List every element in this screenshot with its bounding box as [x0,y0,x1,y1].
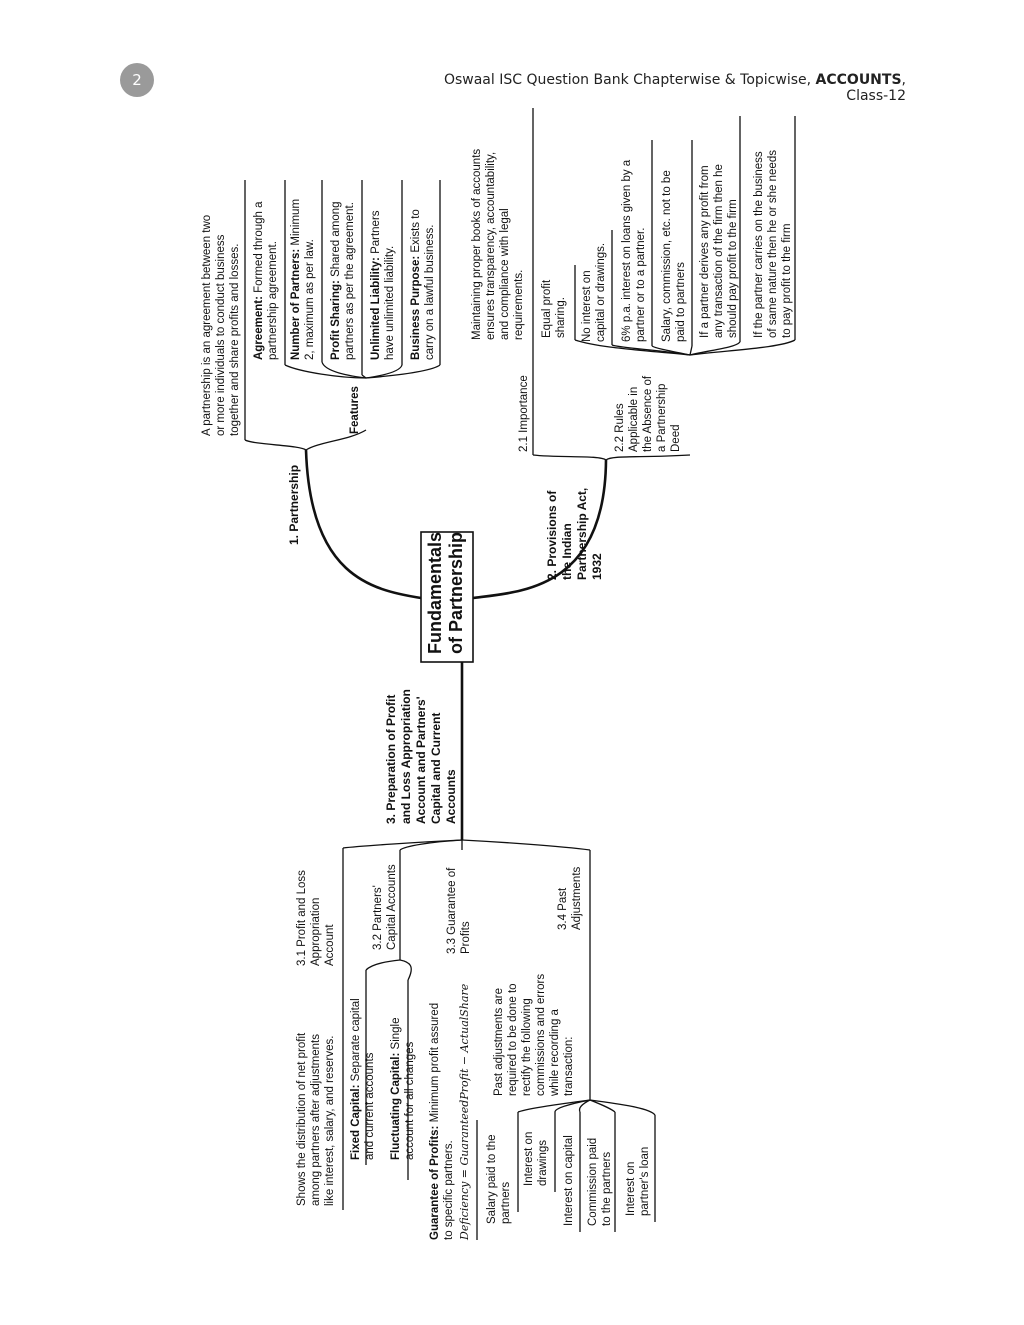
partnership-definition-2: or more individuals to conduct business [215,234,227,436]
s33-label-1: 3.3 Guarantee of [446,867,458,954]
rules-label-3: the Absence of [642,375,654,452]
preparation-label-5: Accounts [444,769,458,824]
guarantee-line2: to specific partners. [443,1140,455,1240]
provisions-label-3: Partnership Act, [575,487,589,580]
rules-label-1: 2.2 Rules [614,403,626,452]
s34-text-4: commissions and errors [535,973,547,1096]
branch-partnership [306,450,421,598]
past-item-commission-1: Commission paid [587,1137,599,1226]
preparation-label-3: Account and Partners' [414,696,428,824]
fluctuating-capital-line2: account for all changes [404,1041,416,1160]
rule-4-line2: paid to partners [675,262,687,342]
s31-label-1: 3.1 Profit and Loss [296,870,308,966]
rules-label-5: Deed [670,424,682,452]
fluctuating-capital: Fluctuating Capital: Single [390,1017,402,1160]
s31-text-3: like interest, salary, and reserves. [324,1035,336,1206]
importance-text-3: and compliance with legal [499,208,511,340]
header-title-suffix: , Class-12 [846,72,906,104]
past-item-loan-1: Interest on [625,1161,637,1216]
feature-agreement-line2: partnership agreement. [267,241,279,360]
rules-label-4: a Partnership [656,383,668,452]
rule-5-line2: any transaction of the firm then he [713,164,725,338]
rule-5-line3: should pay profit to the firm [727,199,739,338]
importance-text-4: requirements. [513,269,525,340]
rule-4-line1: Salary, commission, etc. not to be [661,170,673,342]
past-item-salary-2: partners [500,1181,512,1224]
past-item-salary-1: Salary paid to the [486,1134,498,1224]
s34-text-2: required to be done to [507,983,519,1096]
importance-text-1: Maintaining proper books of accounts [471,148,483,340]
preparation-label-2: and Loss Appropriation [399,689,413,824]
rule-3-line1: 6% p.a. interest on loans given by a [621,159,633,342]
rules-label-2: Applicable in [628,386,640,452]
s34-text-1: Past adjustments are [493,987,505,1096]
s34-label-2: Adjustments [571,866,583,930]
preparation-label-4: Capital and Current [429,712,443,824]
s31-label-2: Appropriation [310,897,322,966]
s32-label-1: 3.2 Partners' [372,885,384,950]
feature-agreement: Agreement: Formed through a [253,201,265,360]
past-item-drawings-2: drawings [537,1139,549,1186]
past-item-loan-2: partner's loan [639,1146,651,1216]
rule-2-line1: No interest on [581,270,593,342]
header-title-prefix: Oswaal ISC Question Bank Chapterwise & Topicwise, [443,72,816,88]
feature-unlimited-liability: Unlimited Liability: Partners [370,210,382,360]
s34-label-1: 3.4 Past [557,887,569,930]
s34-text-3: rectify the following [521,998,533,1096]
rule-3-line2: partner or to a partner. [635,227,647,342]
past-item-commission-2: to the partners [601,1151,613,1226]
feature-unlimited-line2: have unlimited liability. [384,245,396,360]
s32-label-2: Capital Accounts [386,864,398,950]
partnership-definition-1: A partnership is an agreement between two [201,214,213,436]
provisions-label-2: the Indian [560,523,574,580]
header-title-bold: ACCOUNTS [815,72,902,88]
feature-business-purpose: Business Purpose: Exists to [410,209,422,360]
importance-text-2: ensures transparency, accountability, [485,151,497,340]
page-number-badge: 2 [120,63,154,97]
center-title-line2: of Partnership [446,531,466,654]
rule-6-line1: If the partner carries on the business [753,151,765,338]
rule-6-line2: of same nature then he or she needs [767,150,779,338]
feature-number-of-partners: Number of Partners: Minimum [290,198,302,360]
feature-number-line2: 2, maximum as per law. [304,239,316,360]
importance-label: 2.1 Importance [518,375,530,452]
partnership-label: 1. Partnership [287,464,301,545]
features-label: Features [349,386,361,434]
rule-6-line3: to pay profit to the firm [781,223,793,338]
provisions-label-1: 2. Provisions of [545,490,559,580]
s31-label-3: Account [324,924,336,966]
s34-text-6: transaction: [563,1036,575,1096]
fixed-capital: Fixed Capital: Separate capital [350,998,362,1160]
preparation-label-1: 3. Preparation of Profit [384,694,398,824]
feature-profit-sharing-line2: partners as per the agreement. [344,202,356,360]
feature-business-line2: carry on a lawful business. [424,224,436,360]
s33-label-2: Profits [460,921,472,954]
rule-1-line2: sharing. [555,297,567,338]
feature-profit-sharing: Profit Sharing: Shared among [330,201,342,360]
center-title-line1: Fundamentals [425,531,445,654]
s34-text-5: while recording a [549,1009,561,1096]
deficiency-formula: Deficiency = GuaranteedProfit − ActualShare [458,983,471,1240]
past-item-drawings-1: Interest on [523,1131,535,1186]
s31-text-1: Shows the distribution of net profit [296,1032,308,1206]
rule-2-line2: capital or drawings. [595,242,607,342]
guarantee-of-profits: Guarantee of Profits: Minimum profit assured [429,1002,441,1240]
partnership-definition-3: together and share profits and losses. [229,243,241,436]
rule-1-line1: Equal profit [541,279,553,338]
provisions-label-4: 1932 [590,553,604,580]
s31-text-2: among partners after adjustments [310,1034,322,1206]
rule-5-line1: If a partner derives any profit from [699,165,711,338]
past-item-capital: Interest on capital [563,1135,575,1226]
fixed-capital-line2: and current accounts [364,1052,376,1160]
